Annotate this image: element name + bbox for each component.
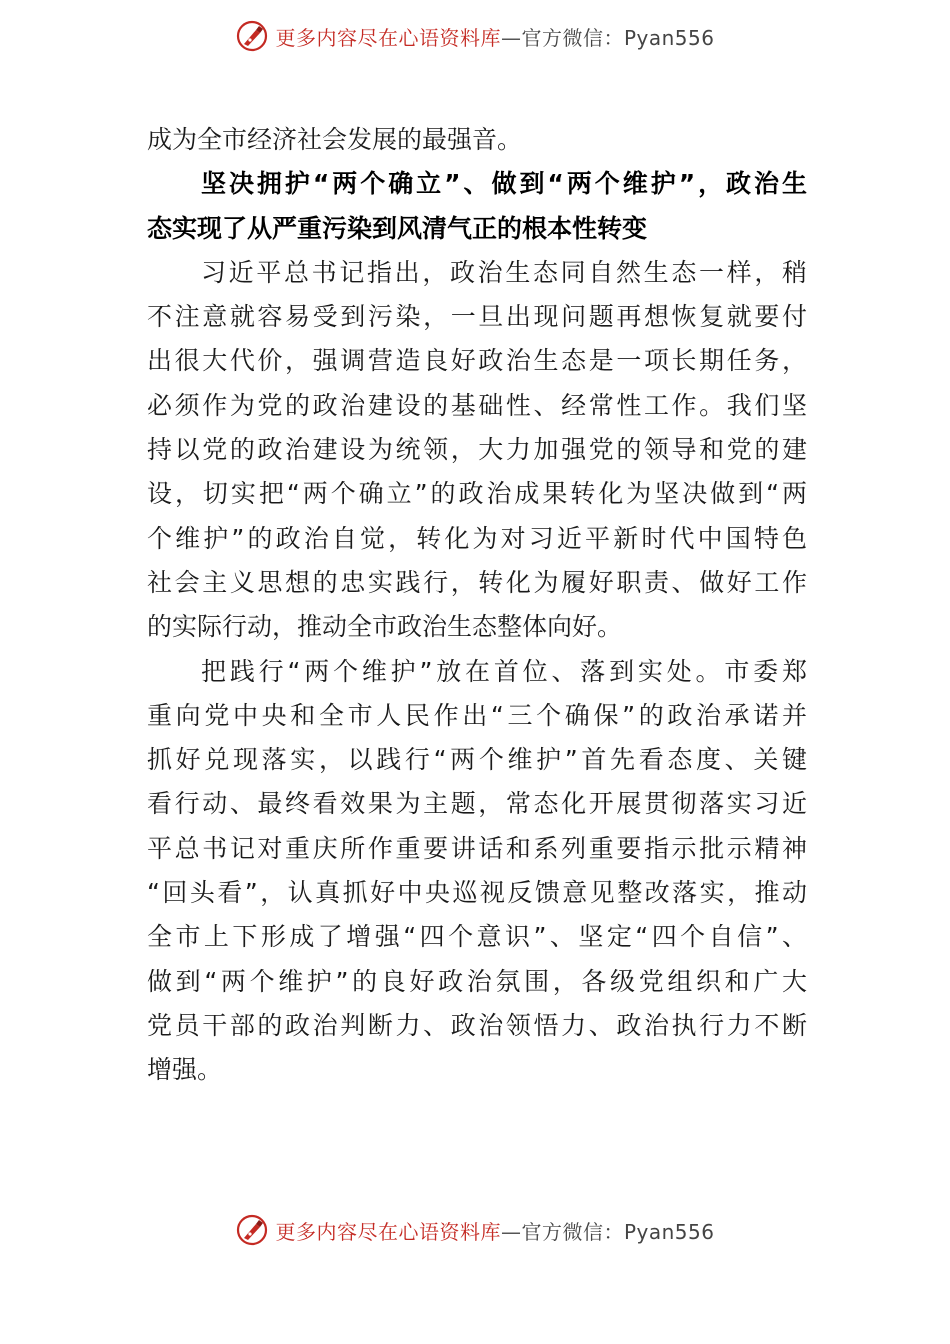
footer-separator: — bbox=[500, 1219, 522, 1244]
paragraph2-line: 增强。 bbox=[147, 1055, 223, 1085]
paragraph1-line: 必须作为党的政治建设的基础性、经常性工作。我们坚 bbox=[147, 390, 807, 420]
paragraph2-line: 看行动、最终看效果为主题，常态化开展贯彻落实习近 bbox=[147, 789, 807, 819]
paragraph2-line: 党员干部的政治判断力、政治领悟力、政治执行力不断 bbox=[147, 1010, 807, 1040]
paragraph1-line: 设，切实把“两个确立”的政治成果转化为坚决做到“两 bbox=[147, 479, 807, 509]
header-library-text: 更多内容尽在心语资料库 bbox=[275, 25, 501, 50]
paragraph1-line: 习近平总书记指出，政治生态同自然生态一样，稍 bbox=[201, 257, 807, 287]
header-separator: — bbox=[500, 25, 522, 50]
paragraph2-line: 全市上下形成了增强“四个意识”、坚定“四个自信”、 bbox=[147, 922, 807, 952]
header-banner bbox=[0, 14, 950, 58]
pen-nib-logo-icon bbox=[235, 1213, 269, 1247]
paragraph2-line: 重向党中央和全市人民作出“三个确保”的政治承诺并 bbox=[147, 700, 807, 730]
header-text bbox=[275, 22, 714, 51]
paragraph1-line: 的实际行动，推动全市政治生态整体向好。 bbox=[147, 612, 623, 642]
header-wechat-text: 官方微信：Pyan556 bbox=[521, 25, 715, 50]
footer-banner bbox=[0, 1208, 950, 1252]
pen-nib-logo-icon bbox=[235, 19, 269, 53]
paragraph1-line: 不注意就容易受到污染，一旦出现问题再想恢复就要付 bbox=[147, 302, 807, 332]
intro-line: 成为全市经济社会发展的最强音。 bbox=[147, 125, 523, 154]
paragraph1-line: 持以党的政治建设为统领，大力加强党的领导和党的建 bbox=[147, 435, 807, 465]
paragraph2-line: 做到“两个维护”的良好政治氛围，各级党组织和广大 bbox=[147, 966, 807, 996]
footer-text bbox=[275, 1216, 714, 1245]
paragraph1-line: 社会主义思想的忠实践行，转化为履好职责、做好工作 bbox=[147, 567, 807, 597]
paragraph1-line: 出很大代价，强调营造良好政治生态是一项长期任务， bbox=[147, 346, 807, 376]
paragraph1-line: 个维护”的政治自觉，转化为对习近平新时代中国特色 bbox=[147, 523, 807, 553]
section-heading-line-1: 坚决拥护“两个确立”、做到“两个维护”，政治生 bbox=[201, 169, 807, 199]
footer-wechat-text: 官方微信：Pyan556 bbox=[521, 1219, 715, 1244]
paragraph2-line: 抓好兑现落实，以践行“两个维护”首先看态度、关键 bbox=[147, 745, 807, 775]
footer-library-text: 更多内容尽在心语资料库 bbox=[275, 1219, 501, 1244]
paragraph2-line: “回头看”，认真抓好中央巡视反馈意见整改落实，推动 bbox=[147, 878, 807, 908]
document-body bbox=[147, 118, 807, 1093]
paragraph2-line: 把践行“两个维护”放在首位、落到实处。市委郑 bbox=[201, 656, 807, 686]
paragraph2-line: 平总书记对重庆所作重要讲话和系列重要指示批示精神 bbox=[147, 833, 807, 863]
section-heading-line-2: 态实现了从严重污染到风清气正的根本性转变 bbox=[147, 213, 648, 243]
